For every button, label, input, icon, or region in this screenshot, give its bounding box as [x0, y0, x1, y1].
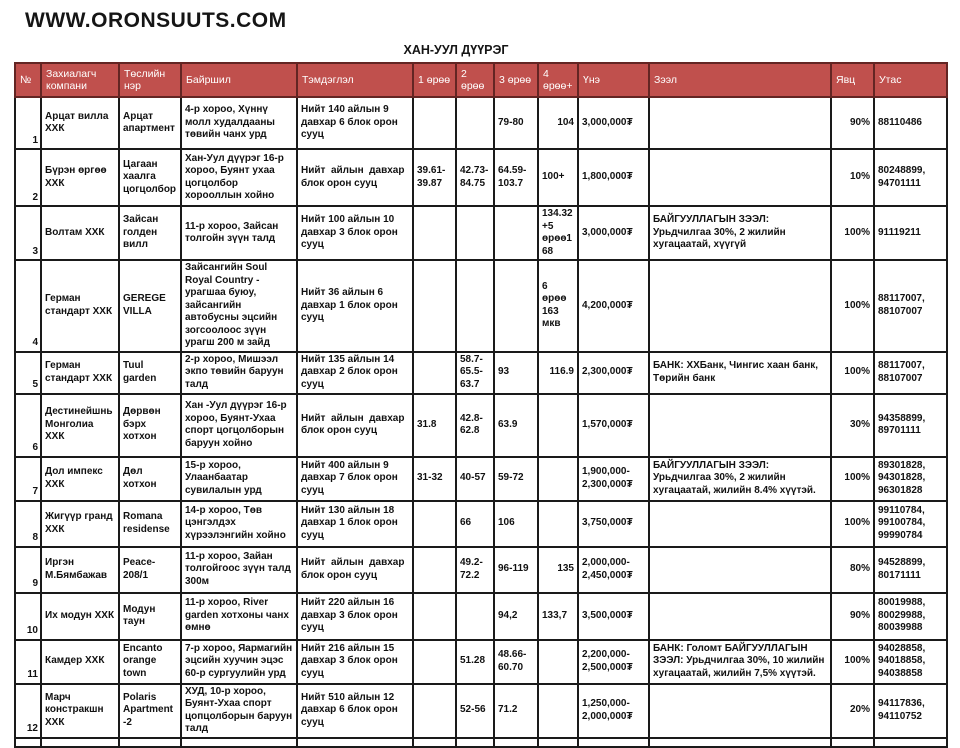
table-cell: 66	[456, 501, 494, 547]
table-cell: 100%	[831, 206, 874, 260]
table-cell: Их модун ХХК	[41, 593, 119, 640]
table-cell	[15, 738, 41, 747]
table-cell	[538, 640, 578, 684]
table-cell: 90%	[831, 593, 874, 640]
table-cell: Нийт 130 айлын 18 давхар 1 блок орон сууц	[297, 501, 413, 547]
table-cell: Герман стандарт ХХК	[41, 260, 119, 352]
table-cell: 2,300,000₮	[578, 352, 649, 394]
site-logo: WWW.ORONSUUTS.COM	[25, 9, 287, 32]
table-cell: 100%	[831, 352, 874, 394]
table-cell: 8	[15, 501, 41, 547]
table-cell: БАЙГУУЛЛАГЫН ЗЭЭЛ: Урьдчилгаа 30%, 2 жилийн хугацаатай, хүүгүй	[649, 206, 831, 260]
table-cell	[649, 394, 831, 457]
table-cell: Нийт айлын давхар блок орон сууц	[297, 149, 413, 206]
table-cell	[297, 738, 413, 747]
table-cell: 12	[15, 684, 41, 738]
table-cell	[413, 352, 456, 394]
table-cell: 1,800,000₮	[578, 149, 649, 206]
table-cell	[456, 593, 494, 640]
table-cell: 11-р хороо, River garden хотхоны чанх өмнө	[181, 593, 297, 640]
table-cell: 15-р хороо, Улаанбаатар сувилалын урд	[181, 457, 297, 501]
table-cell: 104	[538, 97, 578, 149]
table-cell	[494, 260, 538, 352]
table-cell: 88117007, 88107007	[874, 352, 947, 394]
table-cell: 2,000,000-2,450,000₮	[578, 547, 649, 593]
table-cell	[119, 738, 181, 747]
table-cell: 88117007, 88107007	[874, 260, 947, 352]
table-cell: 2	[15, 149, 41, 206]
table-cell: 94,2	[494, 593, 538, 640]
table-cell: 4	[15, 260, 41, 352]
table-cell: 3,000,000₮	[578, 206, 649, 260]
table-cell: Хан -Уул дүүрэг 16-р хороо, Буянт-Ухаа спорт цогцолборын баруун хойно	[181, 394, 297, 457]
table-cell: Нийт айлын давхар блок орон сууц	[297, 547, 413, 593]
table-cell: 80248899, 94701111	[874, 149, 947, 206]
table-cell	[649, 501, 831, 547]
table-row	[15, 547, 947, 593]
table-cell: Romana residense	[119, 501, 181, 547]
table-cell: Tuul garden	[119, 352, 181, 394]
table-cell	[413, 501, 456, 547]
table-cell: Арцат вилла ХХК	[41, 97, 119, 149]
table-cell: Арцат апартмент	[119, 97, 181, 149]
table-cell	[538, 738, 578, 747]
table-cell: 99110784, 99100784, 99990784	[874, 501, 947, 547]
listings-table	[14, 62, 948, 748]
table-cell: 88110486	[874, 97, 947, 149]
table-cell: Иргэн М.Бямбажав	[41, 547, 119, 593]
column-header-1: Захиалагч компани	[41, 63, 119, 97]
table-cell: 48.66-60.70	[494, 640, 538, 684]
table-cell: Дөрвөн бэрх хотхон	[119, 394, 181, 457]
table-cell	[649, 260, 831, 352]
table-cell: 90%	[831, 97, 874, 149]
column-header-7: 3 өрөө	[494, 63, 538, 97]
table-cell: 10%	[831, 149, 874, 206]
table-cell: 49.2-72.2	[456, 547, 494, 593]
table-cell	[538, 394, 578, 457]
table-cell: 100+	[538, 149, 578, 206]
table-cell: 5	[15, 352, 41, 394]
table-cell	[649, 738, 831, 747]
table-cell: Цагаан хаалга цогцолбор	[119, 149, 181, 206]
table-cell: 91119211	[874, 206, 947, 260]
table-cell: 96-119	[494, 547, 538, 593]
table-cell: Нийт 400 айлын 9 давхар 7 блок орон сууц	[297, 457, 413, 501]
page-title: ХАН-УУЛ ДҮҮРЭГ	[403, 43, 509, 57]
table-cell: 11	[15, 640, 41, 684]
table-cell: Нийт 216 айлын 15 давхар 3 блок орон сууц	[297, 640, 413, 684]
table-cell: 135	[538, 547, 578, 593]
table-cell: Нийт 140 айлын 9 давхар 6 блок орон сууц	[297, 97, 413, 149]
table-cell: Peace-208/1	[119, 547, 181, 593]
table-cell	[413, 593, 456, 640]
table-cell	[413, 738, 456, 747]
table-cell: 42.73-84.75	[456, 149, 494, 206]
table-cell: 40-57	[456, 457, 494, 501]
empty-row	[15, 738, 947, 747]
table-row	[15, 149, 947, 206]
column-header-2: Төслийн нэр	[119, 63, 181, 97]
column-header-8: 4 өрөө+	[538, 63, 578, 97]
table-row	[15, 593, 947, 640]
table-cell	[538, 684, 578, 738]
table-cell	[456, 206, 494, 260]
table-cell	[413, 260, 456, 352]
table-cell: 64.59-103.7	[494, 149, 538, 206]
table-row	[15, 640, 947, 684]
table-cell: 134.32 +5 өрөө168	[538, 206, 578, 260]
table-cell: 1,570,000₮	[578, 394, 649, 457]
column-header-10: Зээл	[649, 63, 831, 97]
table-cell: 116.9	[538, 352, 578, 394]
table-cell: 93	[494, 352, 538, 394]
table-cell: 94358899, 89701111	[874, 394, 947, 457]
table-cell: 4-р хороо, Хүннү молл худалдааны төвийн чанх урд	[181, 97, 297, 149]
table-cell: Дол импекс ХХК	[41, 457, 119, 501]
table-cell: 2-р хороо, Мишээл экпо төвийн баруун талд	[181, 352, 297, 394]
table-cell: 79-80	[494, 97, 538, 149]
table-cell: Encanto orange town	[119, 640, 181, 684]
table-cell: 1,250,000-2,000,000₮	[578, 684, 649, 738]
table-cell	[649, 547, 831, 593]
table-cell	[874, 738, 947, 747]
table-cell: 63.9	[494, 394, 538, 457]
table-cell: 3	[15, 206, 41, 260]
table-cell: 100%	[831, 457, 874, 501]
column-header-3: Байршил	[181, 63, 297, 97]
table-cell: БАЙГУУЛЛАГЫН ЗЭЭЛ: Урьдчилгаа 30%, 2 жилийн хугацаатай, жилийн 8.4% хүүтэй.	[649, 457, 831, 501]
table-cell: Нийт 510 айлын 12 давхар 6 блок орон сууц	[297, 684, 413, 738]
header-row	[15, 63, 947, 97]
table-cell: 59-72	[494, 457, 538, 501]
table-cell: ХУД, 10-р хороо, Буянт-Ухаа спорт цопцолборын баруун талд	[181, 684, 297, 738]
table-cell: 51.28	[456, 640, 494, 684]
table-cell: 31.8	[413, 394, 456, 457]
table-row	[15, 501, 947, 547]
table-cell: GEREGE VILLA	[119, 260, 181, 352]
table-cell: Нийт 220 айлын 16 давхар 3 блок орон сууц	[297, 593, 413, 640]
table-row	[15, 260, 947, 352]
table-cell: Бүрэн өргөө ХХК	[41, 149, 119, 206]
table-cell	[413, 206, 456, 260]
table-cell: 3,000,000₮	[578, 97, 649, 149]
table-cell	[649, 684, 831, 738]
table-cell: Хан-Уул дүүрэг 16-р хороо, Буянт ухаа цогцолбор хорооллын хойно	[181, 149, 297, 206]
table-cell: 14-р хороо, Төв цэнгэлдэх хүрээлэнгийн хойно	[181, 501, 297, 547]
table-cell	[494, 738, 538, 747]
column-header-6: 2 өрөө	[456, 63, 494, 97]
table-cell: Зайсангийн Soul Royal Country - урагшаа буюу, зайсангийн автобусны эцсийн зогсоолоос зүүн урагш 200 м зайд	[181, 260, 297, 352]
table-cell: 6 өрөө 163 мкв	[538, 260, 578, 352]
table-cell: 31-32	[413, 457, 456, 501]
table-body	[15, 97, 947, 747]
table-cell: Зайсан голден вилл	[119, 206, 181, 260]
table-cell	[538, 501, 578, 547]
table-cell	[413, 547, 456, 593]
table-cell: 1,900,000-2,300,000₮	[578, 457, 649, 501]
table-cell: Нийт 36 айлын 6 давхар 1 блок орон сууц	[297, 260, 413, 352]
table-cell: 52-56	[456, 684, 494, 738]
table-row	[15, 394, 947, 457]
table-cell	[181, 738, 297, 747]
table-cell: 133,7	[538, 593, 578, 640]
table-cell	[413, 97, 456, 149]
table-cell: 4,200,000₮	[578, 260, 649, 352]
table-cell	[413, 640, 456, 684]
table-cell	[413, 684, 456, 738]
column-header-4: Тэмдэглэл	[297, 63, 413, 97]
table-cell: 94528899, 80171111	[874, 547, 947, 593]
table-cell: 100%	[831, 501, 874, 547]
table-cell: 20%	[831, 684, 874, 738]
table-cell: Камдер ХХК	[41, 640, 119, 684]
table-cell: Нийт 100 айлын 10 давхар 3 блок орон сууц	[297, 206, 413, 260]
table-cell: 71.2	[494, 684, 538, 738]
table-cell: 94117836, 94110752	[874, 684, 947, 738]
table-row	[15, 352, 947, 394]
table-cell: 11-р хороо, Зайсан толгойн зүүн талд	[181, 206, 297, 260]
table-cell: 30%	[831, 394, 874, 457]
table-cell: 3,500,000₮	[578, 593, 649, 640]
table-cell: 100%	[831, 640, 874, 684]
table-cell: 9	[15, 547, 41, 593]
table-cell	[578, 738, 649, 747]
table-cell: Марч констракшн ХХК	[41, 684, 119, 738]
table-cell: 7-р хороо, Яармагийн эцсийн хуучин эцэс 60-р сургуулийн урд	[181, 640, 297, 684]
table-cell: 39.61-39.87	[413, 149, 456, 206]
table-cell	[456, 97, 494, 149]
table-cell: 94028858, 94018858, 94038858	[874, 640, 947, 684]
table-cell: БАНК: ХХБанк, Чингис хаан банк, Төрийн банк	[649, 352, 831, 394]
table-cell	[831, 738, 874, 747]
table-row	[15, 684, 947, 738]
table-cell: 1	[15, 97, 41, 149]
table-cell: Polaris Apartment -2	[119, 684, 181, 738]
table-cell: 42.8-62.8	[456, 394, 494, 457]
column-header-11: Явц	[831, 63, 874, 97]
table-cell	[41, 738, 119, 747]
table-cell: Дөл хотхон	[119, 457, 181, 501]
table-cell	[494, 206, 538, 260]
table-cell: 58.7-65.5-63.7	[456, 352, 494, 394]
table-cell: 100%	[831, 260, 874, 352]
column-header-9: Үнэ	[578, 63, 649, 97]
table-cell: 7	[15, 457, 41, 501]
table-cell: 80%	[831, 547, 874, 593]
table-row	[15, 97, 947, 149]
table-cell	[538, 457, 578, 501]
table-cell: 10	[15, 593, 41, 640]
table-cell: Нийт 135 айлын 14 давхар 2 блок орон сууц	[297, 352, 413, 394]
table-cell: 6	[15, 394, 41, 457]
table-cell: 106	[494, 501, 538, 547]
table-cell	[649, 593, 831, 640]
table-cell: Герман стандарт ХХК	[41, 352, 119, 394]
table-cell: 3,750,000₮	[578, 501, 649, 547]
table-cell: 80019988, 80029988, 80039988	[874, 593, 947, 640]
table-cell: 89301828, 94301828, 96301828	[874, 457, 947, 501]
table-cell	[649, 149, 831, 206]
table-cell	[649, 97, 831, 149]
column-header-12: Утас	[874, 63, 947, 97]
column-header-0: №	[15, 63, 41, 97]
table-cell: 11-р хороо, Зайан толгойгоос зүүн талд 300м	[181, 547, 297, 593]
table-cell: Волтам ХХК	[41, 206, 119, 260]
table-cell: Нийт айлын давхар блок орон сууц	[297, 394, 413, 457]
table-cell	[456, 260, 494, 352]
table-cell: Модун таун	[119, 593, 181, 640]
column-header-5: 1 өрөө	[413, 63, 456, 97]
table-row	[15, 457, 947, 501]
table-cell: БАНК: Голомт БАЙГУУЛЛАГЫН ЗЭЭЛ: Урьдчилгаа 30%, 10 жилийн хугацаатай, жилийн 7,5% хүүтэй.	[649, 640, 831, 684]
table-cell: 2,200,000-2,500,000₮	[578, 640, 649, 684]
table-row	[15, 206, 947, 260]
table-cell: Жигүүр гранд ХХК	[41, 501, 119, 547]
table-cell: Дестинейшнь Монголиа ХХК	[41, 394, 119, 457]
table-cell	[456, 738, 494, 747]
